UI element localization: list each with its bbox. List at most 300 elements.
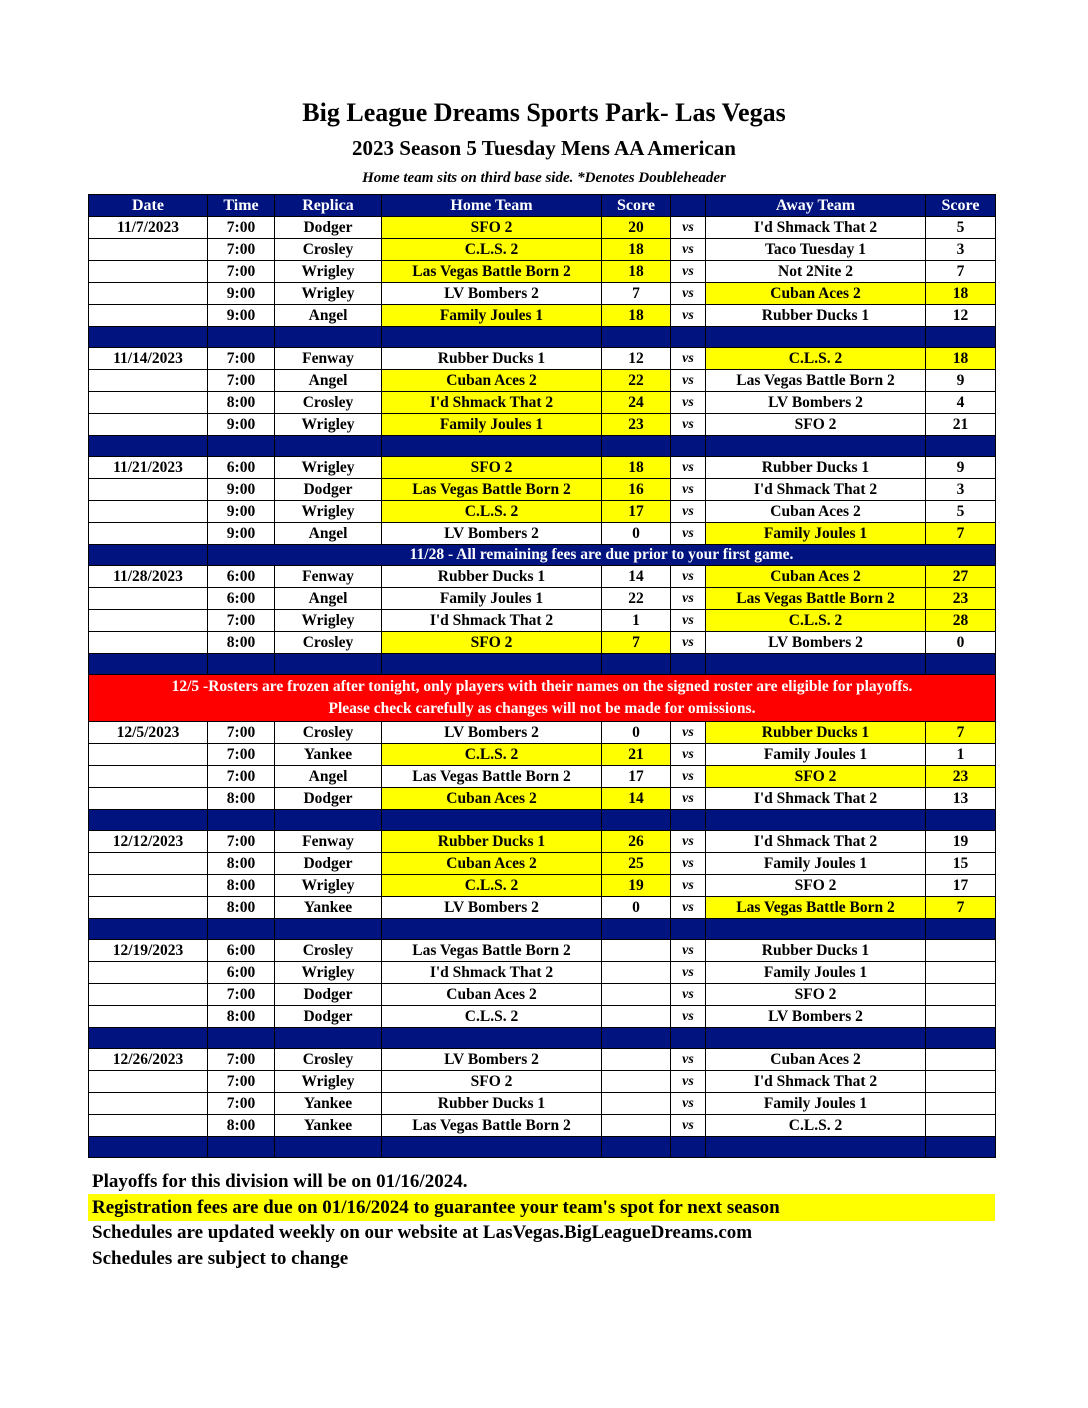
away-score: 4 — [926, 392, 996, 414]
game-date: 12/5/2023 — [89, 722, 208, 744]
vs-label: vs — [671, 940, 706, 962]
away-score — [926, 1071, 996, 1093]
game-date — [89, 239, 208, 261]
separator-cell — [706, 919, 926, 940]
game-date: 12/26/2023 — [89, 1049, 208, 1071]
game-row — [89, 744, 996, 766]
away-score: 3 — [926, 239, 996, 261]
home-team: LV Bombers 2 — [382, 523, 602, 545]
game-date: 12/19/2023 — [89, 940, 208, 962]
home-score: 20 — [602, 217, 671, 239]
home-score: 23 — [602, 414, 671, 436]
game-field: Dodger — [275, 984, 382, 1006]
separator-cell — [275, 327, 382, 348]
game-time: 6:00 — [208, 940, 275, 962]
vs-label: vs — [671, 788, 706, 810]
home-score — [602, 1049, 671, 1071]
away-score: 27 — [926, 566, 996, 588]
game-time: 9:00 — [208, 283, 275, 305]
separator-cell — [89, 1028, 208, 1049]
game-date — [89, 588, 208, 610]
game-row — [89, 984, 996, 1006]
game-field: Crosley — [275, 632, 382, 654]
vs-label: vs — [671, 457, 706, 479]
separator-cell — [382, 327, 602, 348]
game-time: 7:00 — [208, 722, 275, 744]
game-field: Fenway — [275, 831, 382, 853]
away-score: 13 — [926, 788, 996, 810]
away-score: 9 — [926, 370, 996, 392]
roster-alert-row — [89, 675, 996, 722]
home-team: C.L.S. 2 — [382, 501, 602, 523]
game-field: Yankee — [275, 897, 382, 919]
away-score: 5 — [926, 217, 996, 239]
game-field: Crosley — [275, 722, 382, 744]
schedule-table — [88, 194, 996, 1158]
vs-label: vs — [671, 283, 706, 305]
game-time: 7:00 — [208, 766, 275, 788]
away-team: Las Vegas Battle Born 2 — [706, 588, 926, 610]
game-row — [89, 261, 996, 283]
game-time: 8:00 — [208, 897, 275, 919]
away-team: Cuban Aces 2 — [706, 501, 926, 523]
home-team: Family Joules 1 — [382, 414, 602, 436]
separator-cell — [926, 919, 996, 940]
game-row — [89, 348, 996, 370]
away-score: 7 — [926, 897, 996, 919]
separator-cell — [706, 436, 926, 457]
game-time: 7:00 — [208, 370, 275, 392]
game-time: 6:00 — [208, 962, 275, 984]
separator-cell — [671, 810, 706, 831]
game-time: 7:00 — [208, 217, 275, 239]
week-separator — [89, 1028, 996, 1049]
separator-cell — [89, 654, 208, 675]
separator-cell — [706, 654, 926, 675]
away-score: 7 — [926, 523, 996, 545]
away-score — [926, 984, 996, 1006]
away-score — [926, 962, 996, 984]
roster-alert-line: Please check carefully as changes will not be made for omissions. — [328, 700, 756, 717]
header-home-score: Score — [602, 195, 671, 217]
game-date — [89, 392, 208, 414]
separator-cell — [275, 919, 382, 940]
separator-cell — [602, 1028, 671, 1049]
vs-label: vs — [671, 722, 706, 744]
game-date — [89, 414, 208, 436]
week-separator — [89, 919, 996, 940]
game-field: Dodger — [275, 479, 382, 501]
separator-cell — [275, 810, 382, 831]
separator-cell — [706, 810, 926, 831]
away-score: 12 — [926, 305, 996, 327]
away-score — [926, 1093, 996, 1115]
home-team: I'd Shmack That 2 — [382, 610, 602, 632]
game-date: 11/14/2023 — [89, 348, 208, 370]
game-field: Yankee — [275, 1093, 382, 1115]
away-score: 23 — [926, 588, 996, 610]
home-team: LV Bombers 2 — [382, 1049, 602, 1071]
game-field: Dodger — [275, 1006, 382, 1028]
game-time: 7:00 — [208, 610, 275, 632]
home-score: 18 — [602, 261, 671, 283]
away-score: 1 — [926, 744, 996, 766]
vs-label: vs — [671, 523, 706, 545]
game-time: 7:00 — [208, 1093, 275, 1115]
separator-cell — [89, 810, 208, 831]
home-team: SFO 2 — [382, 632, 602, 654]
game-time: 8:00 — [208, 875, 275, 897]
game-row — [89, 217, 996, 239]
game-time: 7:00 — [208, 744, 275, 766]
separator-cell — [706, 327, 926, 348]
separator-cell — [275, 654, 382, 675]
away-score: 18 — [926, 283, 996, 305]
week-separator — [89, 327, 996, 348]
vs-label: vs — [671, 501, 706, 523]
separator-cell — [382, 1028, 602, 1049]
game-date — [89, 305, 208, 327]
game-field: Dodger — [275, 853, 382, 875]
away-score: 18 — [926, 348, 996, 370]
game-row — [89, 1093, 996, 1115]
separator-cell — [208, 436, 275, 457]
week-separator — [89, 654, 996, 675]
separator-cell — [208, 1137, 275, 1158]
separator-cell — [382, 654, 602, 675]
away-score: 0 — [926, 632, 996, 654]
separator-cell — [926, 327, 996, 348]
game-row — [89, 610, 996, 632]
home-team: Rubber Ducks 1 — [382, 566, 602, 588]
game-date: 11/28/2023 — [89, 566, 208, 588]
away-team: Rubber Ducks 1 — [706, 940, 926, 962]
game-row — [89, 831, 996, 853]
away-team: Family Joules 1 — [706, 523, 926, 545]
home-team: Cuban Aces 2 — [382, 370, 602, 392]
away-score: 28 — [926, 610, 996, 632]
registration-note: Registration fees are due on 01/16/2024 to guarantee your team's spot for next season — [88, 1194, 995, 1221]
separator-cell — [382, 436, 602, 457]
separator-cell — [671, 1028, 706, 1049]
separator-cell — [275, 1137, 382, 1158]
game-date: 11/21/2023 — [89, 457, 208, 479]
separator-cell — [208, 810, 275, 831]
home-score — [602, 962, 671, 984]
home-score: 16 — [602, 479, 671, 501]
game-field: Angel — [275, 305, 382, 327]
home-score: 18 — [602, 239, 671, 261]
away-team: SFO 2 — [706, 766, 926, 788]
away-score: 7 — [926, 722, 996, 744]
home-score: 0 — [602, 722, 671, 744]
game-row — [89, 457, 996, 479]
vs-label: vs — [671, 632, 706, 654]
game-field: Dodger — [275, 788, 382, 810]
home-team: SFO 2 — [382, 1071, 602, 1093]
vs-label: vs — [671, 414, 706, 436]
game-date — [89, 479, 208, 501]
separator-cell — [89, 919, 208, 940]
game-row — [89, 566, 996, 588]
header-date: Date — [89, 195, 208, 217]
home-score: 21 — [602, 744, 671, 766]
game-time: 7:00 — [208, 239, 275, 261]
separator-cell — [602, 436, 671, 457]
separator-cell — [382, 810, 602, 831]
game-row — [89, 239, 996, 261]
away-score: 19 — [926, 831, 996, 853]
header-time: Time — [208, 195, 275, 217]
header-home-team: Home Team — [382, 195, 602, 217]
game-field: Wrigley — [275, 414, 382, 436]
game-time: 7:00 — [208, 1049, 275, 1071]
home-team: Cuban Aces 2 — [382, 853, 602, 875]
page-subtitle: 2023 Season 5 Tuesday Mens AA American — [352, 136, 736, 160]
game-date — [89, 501, 208, 523]
away-team: LV Bombers 2 — [706, 632, 926, 654]
separator-cell — [671, 436, 706, 457]
home-team: Las Vegas Battle Born 2 — [382, 766, 602, 788]
game-row — [89, 788, 996, 810]
away-team: Rubber Ducks 1 — [706, 457, 926, 479]
away-team: Las Vegas Battle Born 2 — [706, 370, 926, 392]
separator-cell — [602, 327, 671, 348]
home-score — [602, 1006, 671, 1028]
game-row — [89, 414, 996, 436]
away-team: Taco Tuesday 1 — [706, 239, 926, 261]
home-score — [602, 940, 671, 962]
game-field: Wrigley — [275, 962, 382, 984]
home-team: C.L.S. 2 — [382, 875, 602, 897]
game-field: Crosley — [275, 392, 382, 414]
separator-cell — [602, 654, 671, 675]
home-team: Cuban Aces 2 — [382, 984, 602, 1006]
game-field: Wrigley — [275, 283, 382, 305]
away-team: C.L.S. 2 — [706, 348, 926, 370]
game-field: Angel — [275, 370, 382, 392]
page-title: Big League Dreams Sports Park- Las Vegas — [302, 98, 786, 127]
game-row — [89, 370, 996, 392]
header-vs — [671, 195, 706, 217]
game-row — [89, 305, 996, 327]
game-date — [89, 1006, 208, 1028]
home-score: 19 — [602, 875, 671, 897]
game-time: 9:00 — [208, 523, 275, 545]
game-row — [89, 283, 996, 305]
game-row — [89, 392, 996, 414]
week-separator — [89, 1137, 996, 1158]
away-team: Cuban Aces 2 — [706, 566, 926, 588]
home-team: Rubber Ducks 1 — [382, 348, 602, 370]
week-separator — [89, 436, 996, 457]
away-score: 23 — [926, 766, 996, 788]
vs-label: vs — [671, 744, 706, 766]
vs-label: vs — [671, 348, 706, 370]
game-field: Wrigley — [275, 261, 382, 283]
game-field: Crosley — [275, 940, 382, 962]
home-team: C.L.S. 2 — [382, 1006, 602, 1028]
away-team: I'd Shmack That 2 — [706, 1071, 926, 1093]
separator-cell — [926, 436, 996, 457]
subject-note: Schedules are subject to change — [92, 1248, 349, 1269]
away-team: C.L.S. 2 — [706, 610, 926, 632]
home-team: Family Joules 1 — [382, 305, 602, 327]
home-team: SFO 2 — [382, 217, 602, 239]
game-date — [89, 853, 208, 875]
game-date — [89, 766, 208, 788]
separator-cell — [926, 654, 996, 675]
vs-label: vs — [671, 853, 706, 875]
vs-label: vs — [671, 305, 706, 327]
game-field: Angel — [275, 523, 382, 545]
vs-label: vs — [671, 1006, 706, 1028]
separator-cell — [602, 1137, 671, 1158]
vs-label: vs — [671, 392, 706, 414]
game-row — [89, 853, 996, 875]
game-row — [89, 1049, 996, 1071]
game-time: 8:00 — [208, 1115, 275, 1137]
away-team: LV Bombers 2 — [706, 392, 926, 414]
home-team: SFO 2 — [382, 457, 602, 479]
away-team: Family Joules 1 — [706, 853, 926, 875]
game-date — [89, 984, 208, 1006]
game-date — [89, 370, 208, 392]
away-team: Family Joules 1 — [706, 962, 926, 984]
game-field: Yankee — [275, 744, 382, 766]
home-team: C.L.S. 2 — [382, 239, 602, 261]
game-row — [89, 940, 996, 962]
separator-cell — [208, 327, 275, 348]
separator-cell — [275, 436, 382, 457]
game-row — [89, 588, 996, 610]
away-team: I'd Shmack That 2 — [706, 831, 926, 853]
game-date — [89, 875, 208, 897]
game-time: 9:00 — [208, 414, 275, 436]
separator-cell — [275, 1028, 382, 1049]
away-score — [926, 1049, 996, 1071]
away-score: 9 — [926, 457, 996, 479]
game-row — [89, 479, 996, 501]
game-time: 8:00 — [208, 853, 275, 875]
game-date: 11/7/2023 — [89, 217, 208, 239]
away-score: 3 — [926, 479, 996, 501]
vs-label: vs — [671, 831, 706, 853]
game-row — [89, 722, 996, 744]
away-team: Las Vegas Battle Born 2 — [706, 897, 926, 919]
roster-alert-line: 12/5 -Rosters are frozen after tonight, only players with their names on the signed roster are eligible for playoffs. — [171, 678, 913, 695]
game-row — [89, 875, 996, 897]
home-score: 7 — [602, 632, 671, 654]
separator-cell — [671, 654, 706, 675]
separator-cell — [926, 1028, 996, 1049]
separator-cell — [671, 1137, 706, 1158]
home-score — [602, 984, 671, 1006]
vs-label: vs — [671, 479, 706, 501]
game-row — [89, 1071, 996, 1093]
game-date — [89, 1093, 208, 1115]
vs-label: vs — [671, 984, 706, 1006]
game-time: 6:00 — [208, 566, 275, 588]
home-team: Cuban Aces 2 — [382, 788, 602, 810]
separator-cell — [926, 810, 996, 831]
game-row — [89, 962, 996, 984]
game-field: Angel — [275, 588, 382, 610]
game-field: Crosley — [275, 1049, 382, 1071]
game-date: 12/12/2023 — [89, 831, 208, 853]
header-away-team: Away Team — [706, 195, 926, 217]
vs-label: vs — [671, 962, 706, 984]
away-team: Not 2Nite 2 — [706, 261, 926, 283]
home-team: I'd Shmack That 2 — [382, 392, 602, 414]
separator-cell — [382, 1137, 602, 1158]
away-score — [926, 1006, 996, 1028]
vs-label: vs — [671, 610, 706, 632]
away-team: SFO 2 — [706, 414, 926, 436]
game-row — [89, 501, 996, 523]
away-score: 17 — [926, 875, 996, 897]
separator-cell — [89, 436, 208, 457]
vs-label: vs — [671, 766, 706, 788]
separator-cell — [382, 919, 602, 940]
separator-cell — [89, 327, 208, 348]
game-date — [89, 523, 208, 545]
vs-label: vs — [671, 875, 706, 897]
home-score — [602, 1071, 671, 1093]
game-field: Dodger — [275, 217, 382, 239]
game-field: Wrigley — [275, 457, 382, 479]
game-date — [89, 1071, 208, 1093]
home-team: LV Bombers 2 — [382, 722, 602, 744]
game-row — [89, 523, 996, 545]
game-field: Wrigley — [275, 610, 382, 632]
away-team: LV Bombers 2 — [706, 1006, 926, 1028]
game-date — [89, 788, 208, 810]
home-score — [602, 1115, 671, 1137]
fee-note: 11/28 - All remaining fees are due prior to your first game. — [208, 545, 996, 566]
home-score: 18 — [602, 457, 671, 479]
separator-cell — [208, 654, 275, 675]
game-date — [89, 610, 208, 632]
home-score: 14 — [602, 788, 671, 810]
away-team: Rubber Ducks 1 — [706, 305, 926, 327]
game-row — [89, 897, 996, 919]
separator-cell — [926, 1137, 996, 1158]
away-team: C.L.S. 2 — [706, 1115, 926, 1137]
home-team: Las Vegas Battle Born 2 — [382, 479, 602, 501]
game-field: Fenway — [275, 348, 382, 370]
home-team: LV Bombers 2 — [382, 897, 602, 919]
away-team: Family Joules 1 — [706, 1093, 926, 1115]
home-team: Las Vegas Battle Born 2 — [382, 940, 602, 962]
home-score: 17 — [602, 501, 671, 523]
game-time: 8:00 — [208, 1006, 275, 1028]
page-note: Home team sits on third base side. *Denotes Doubleheader — [362, 170, 726, 186]
away-score: 5 — [926, 501, 996, 523]
website-note: Schedules are updated weekly on our website at LasVegas.BigLeagueDreams.com — [92, 1222, 753, 1243]
away-team: I'd Shmack That 2 — [706, 788, 926, 810]
home-score: 0 — [602, 897, 671, 919]
home-score: 24 — [602, 392, 671, 414]
home-team: C.L.S. 2 — [382, 744, 602, 766]
game-date — [89, 261, 208, 283]
game-field: Angel — [275, 766, 382, 788]
home-team: Rubber Ducks 1 — [382, 831, 602, 853]
vs-label: vs — [671, 588, 706, 610]
home-team: Las Vegas Battle Born 2 — [382, 1115, 602, 1137]
game-date — [89, 897, 208, 919]
home-score: 17 — [602, 766, 671, 788]
